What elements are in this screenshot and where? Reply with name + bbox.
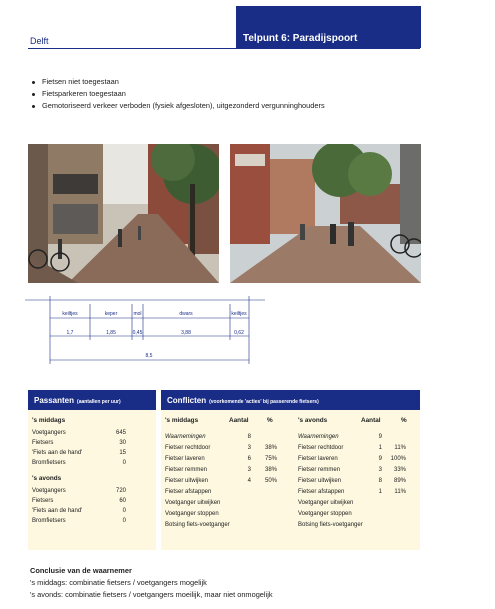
profile-total: 8,5 xyxy=(145,353,153,359)
column-header-pct: % xyxy=(401,417,407,424)
table-row: Fietser laveren 6 75% xyxy=(165,456,277,462)
page-title: Telpunt 6: Paradijspoort xyxy=(243,33,358,44)
passanten-header xyxy=(28,390,156,410)
passanten-title: Passanten (aantallen per uur) xyxy=(34,396,121,405)
table-row: Voetgangers 720 xyxy=(32,488,126,494)
section-label: 's avonds xyxy=(32,475,62,482)
table-row: Fietser afstappen xyxy=(165,489,212,495)
table-row: Voetganger uitwijken xyxy=(298,500,354,506)
header-divider xyxy=(28,48,420,49)
table-row: Fietser afstappen 1 11% xyxy=(298,489,406,495)
table-row: 'Fiets aan de hand' 15 xyxy=(32,450,126,456)
profile-label: keiltjes xyxy=(231,311,247,317)
table-row: Fietsers 30 xyxy=(32,440,126,446)
table-row: Voetganger stoppen xyxy=(165,511,219,517)
conflicten-title: Conflicten (voorkomende 'acties' bij passerende fietsers) xyxy=(167,396,319,405)
table-row: Botsing fiets-voetganger xyxy=(165,522,230,528)
passanten-table xyxy=(28,390,156,550)
conclusion-title: Conclusie van de waarnemer xyxy=(30,566,132,575)
profile-width: 0,45 xyxy=(132,330,143,336)
street-photo-left xyxy=(28,144,219,283)
rule-item: Gemotoriseerd verkeer verboden (fysiek afgesloten), uitgezonderd vergunninghouders xyxy=(30,100,325,112)
place-name: Delft xyxy=(30,36,49,46)
table-row: Bromfietsers 0 xyxy=(32,518,126,524)
rules-list xyxy=(30,76,325,112)
section-label: 's middags xyxy=(32,417,66,424)
profile-width: 1,7 xyxy=(66,330,74,336)
column-header-aantal: Aantal xyxy=(361,417,381,424)
street-photo-right xyxy=(230,144,421,283)
table-row: Voetganger uitwijken xyxy=(165,500,221,506)
rule-item: Fietsen niet toegestaan xyxy=(30,76,325,88)
profile-label: keiltjes xyxy=(62,311,78,317)
conflicten-header xyxy=(161,390,420,410)
table-row: Fietser laveren 9 100% xyxy=(298,456,406,462)
column-header-aantal: Aantal xyxy=(229,417,249,424)
table-row: Waarnemingen 9 xyxy=(298,434,382,440)
table-row: Voetgangers 645 xyxy=(32,430,126,436)
table-row: Fietser uitwijken 4 50% xyxy=(165,478,277,484)
table-row: Fietser remmen 3 33% xyxy=(298,467,406,473)
rule-item: Fietsparkeren toegestaan xyxy=(30,88,325,100)
table-row: Botsing fiets-voetganger xyxy=(298,522,363,528)
section-label: 's middags xyxy=(165,417,199,424)
section-label: 's avonds xyxy=(298,417,328,424)
street-profile-diagram xyxy=(25,290,265,370)
table-row: Bromfietsers 0 xyxy=(32,460,126,466)
profile-width: 3,88 xyxy=(181,330,191,336)
profile-width: 1,85 xyxy=(106,330,116,336)
profile-label: mol xyxy=(133,311,142,317)
table-row: Fietsers 60 xyxy=(32,498,126,504)
profile-label: dwars xyxy=(179,311,193,317)
conclusion-line: 's avonds: combinatie fietsers / voetgangers moeilijk, maar niet onmogelijk xyxy=(30,590,273,599)
profile-label: keper xyxy=(104,311,118,317)
table-row: 'Fiets aan de hand' 0 xyxy=(32,508,126,514)
table-row: Voetganger stoppen xyxy=(298,511,352,517)
table-row: Fietser uitwijken 8 89% xyxy=(298,478,406,484)
profile-width: 0,62 xyxy=(234,330,244,336)
table-row: Waarnemingen 8 xyxy=(165,434,251,440)
conclusion-line: 's middags: combinatie fietsers / voetgangers mogelijk xyxy=(30,578,207,587)
table-row: Fietser rechtdoor 1 11% xyxy=(298,445,406,451)
table-row: Fietser rechtdoor 3 38% xyxy=(165,445,277,451)
table-row: Fietser remmen 3 38% xyxy=(165,467,277,473)
column-header-pct: % xyxy=(267,417,273,424)
conflicten-table xyxy=(161,390,420,550)
